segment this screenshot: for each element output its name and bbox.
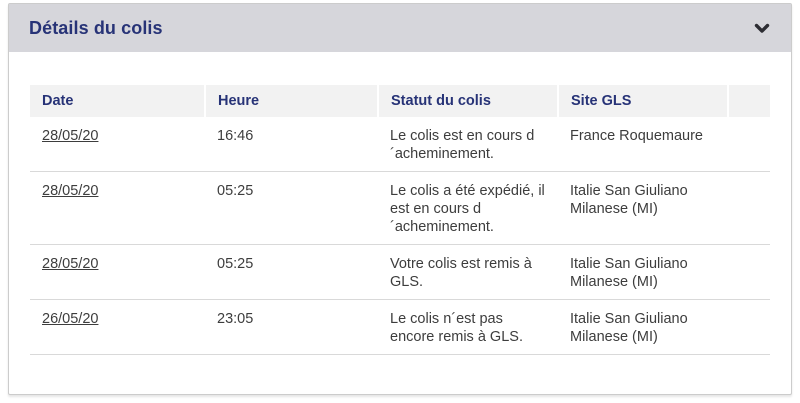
panel-header-toggle[interactable]	[9, 4, 791, 52]
cell-site: Italie San Giuliano Milanese (MI)	[558, 245, 728, 300]
cell-spacer	[728, 245, 770, 300]
column-header-site: Site GLS	[558, 85, 728, 117]
cell-site: France Roquemaure	[558, 117, 728, 172]
cell-heure: 23:05	[205, 300, 378, 355]
date-link[interactable]: 28/05/20	[42, 256, 99, 272]
cell-statut: Le colis est en cours d´acheminement.	[378, 117, 558, 172]
chevron-down-icon[interactable]	[753, 19, 771, 37]
date-link[interactable]: 28/05/20	[42, 128, 99, 144]
cell-statut: Votre colis est remis à GLS.	[378, 245, 558, 300]
panel-body	[9, 52, 791, 355]
cell-site: Italie San Giuliano Milanese (MI)	[558, 172, 728, 245]
cell-date	[30, 117, 205, 172]
table-row	[30, 245, 770, 300]
cell-heure: 16:46	[205, 117, 378, 172]
column-header-spacer	[728, 85, 770, 117]
date-link[interactable]: 28/05/20	[42, 183, 99, 199]
column-header-heure: Heure	[205, 85, 378, 117]
cell-spacer	[728, 117, 770, 172]
column-header-date: Date	[30, 85, 205, 117]
cell-date	[30, 172, 205, 245]
cell-statut: Le colis n´est pas encore remis à GLS.	[378, 300, 558, 355]
cell-heure: 05:25	[205, 245, 378, 300]
table-row	[30, 117, 770, 172]
tracking-table	[30, 85, 770, 355]
table-header-row	[30, 85, 770, 117]
cell-spacer	[728, 300, 770, 355]
cell-site: Italie San Giuliano Milanese (MI)	[558, 300, 728, 355]
date-link[interactable]: 26/05/20	[42, 311, 99, 327]
table-row	[30, 172, 770, 245]
table-row	[30, 300, 770, 355]
cell-spacer	[728, 172, 770, 245]
cell-date	[30, 245, 205, 300]
cell-date	[30, 300, 205, 355]
package-details-panel	[8, 3, 792, 395]
cell-statut: Le colis a été expédié, il est en cours d´acheminement.	[378, 172, 558, 245]
cell-heure: 05:25	[205, 172, 378, 245]
panel-title: Détails du colis	[29, 17, 163, 38]
column-header-statut: Statut du colis	[378, 85, 558, 117]
